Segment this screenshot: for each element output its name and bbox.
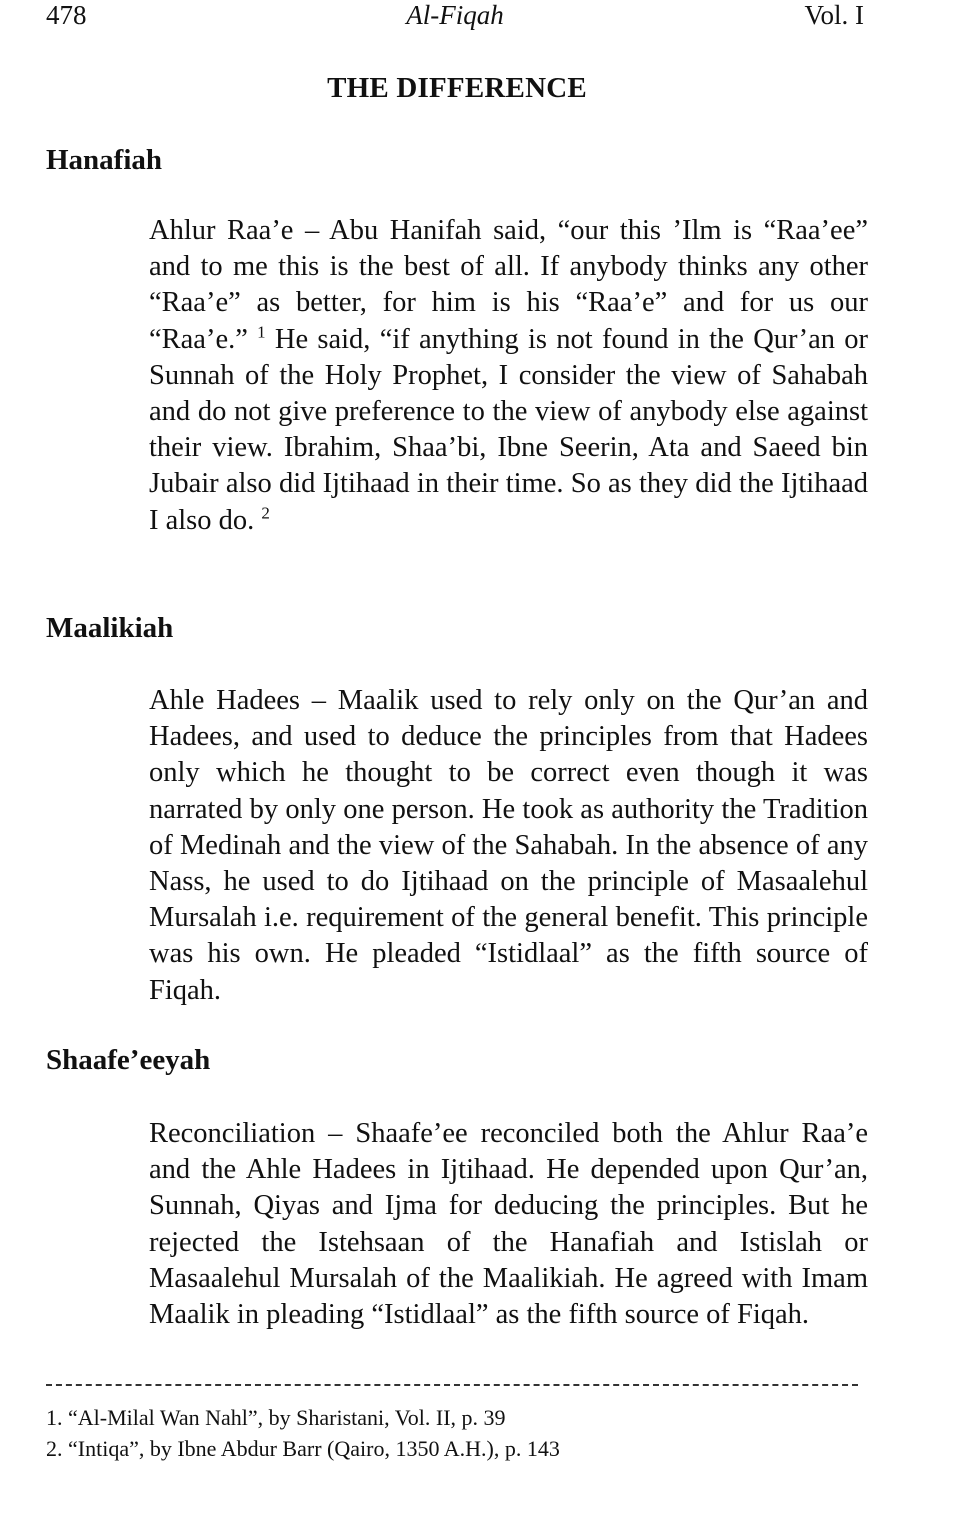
footnote: 1. “Al-Milal Wan Nahl”, by Sharistani, Vol. II, p. 39	[46, 1405, 506, 1430]
volume-label: Vol. I	[804, 0, 864, 30]
section-heading-maalikiah: Maalikiah	[46, 612, 174, 644]
paragraph-maalikiah: Ahle Hadees – Maalik used to rely only on the Qur’an and Hadees, and used to deduce the principles from that Hadees only which he thought to be correct even though it was narrated by only one person. He took as authority the Tradition of Medinah and the view of the Sahabah. In the absence of any Nass, he used to do Ijtihaad on the principle of Masaalehul Mursalah i.e. requirement of the general benefit. This principle was his own. He pleaded “Istidlaal” as the fifth source of Fiqah.	[149, 685, 868, 1006]
footnote: 2. “Intiqa”, by Ibne Abdur Barr (Qairo, 1350 A.H.), p. 143	[46, 1436, 560, 1461]
paragraph-text: Ahlur Raa’e – Abu Hanifah said, “our this ’Ilm is “Raa’ee” and to me this is the best of all. If anybody thinks any other “Raa’e” as better, for him is his “Raa’e” and for us our “Raa’e.”	[149, 215, 868, 355]
running-header	[46, 0, 864, 32]
paragraph-hanafiah	[149, 213, 868, 539]
section-heading-hanafiah: Hanafiah	[46, 144, 163, 176]
section-heading-shaafeeeyah: Shaafe’eeyah	[46, 1044, 211, 1076]
footnote-reference: 1	[257, 322, 266, 342]
page-number: 478	[46, 0, 87, 30]
footnotes	[46, 1402, 866, 1464]
footnote-divider	[46, 1384, 858, 1386]
paragraph-shaafeeeyah: Reconciliation – Shaafe’ee reconciled both the Ahlur Raa’e and the Ahle Hadees in Ijtihaad. He depended upon Qur’an, Sunnah, Qiyas and Ijma for deducing the principles. But he rejected the Istehsaan of the Hanafiah and Istislah or Masaalehul Mursalah of the Maalikiah. He agreed with Imam Maalik in pleading “Istidlaal” as the fifth source of Fiqah.	[149, 1118, 868, 1331]
chapter-title: THE DIFFERENCE	[327, 72, 587, 104]
book-title: Al-Fiqah	[406, 0, 504, 30]
paragraph-text: He said, “if anything is not found in the Qur’an or Sunnah of the Holy Prophet, I consider the view of Sahabah and do not give preference to the view of anybody else against their view. Ibrahim, Shaa’bi, Ibne Seerin, Ata and Saeed bin Jubair also did Ijtihaad in their time. So as they did the Ijtihaad I also do.	[149, 323, 868, 536]
footnote-reference: 2	[261, 503, 270, 523]
